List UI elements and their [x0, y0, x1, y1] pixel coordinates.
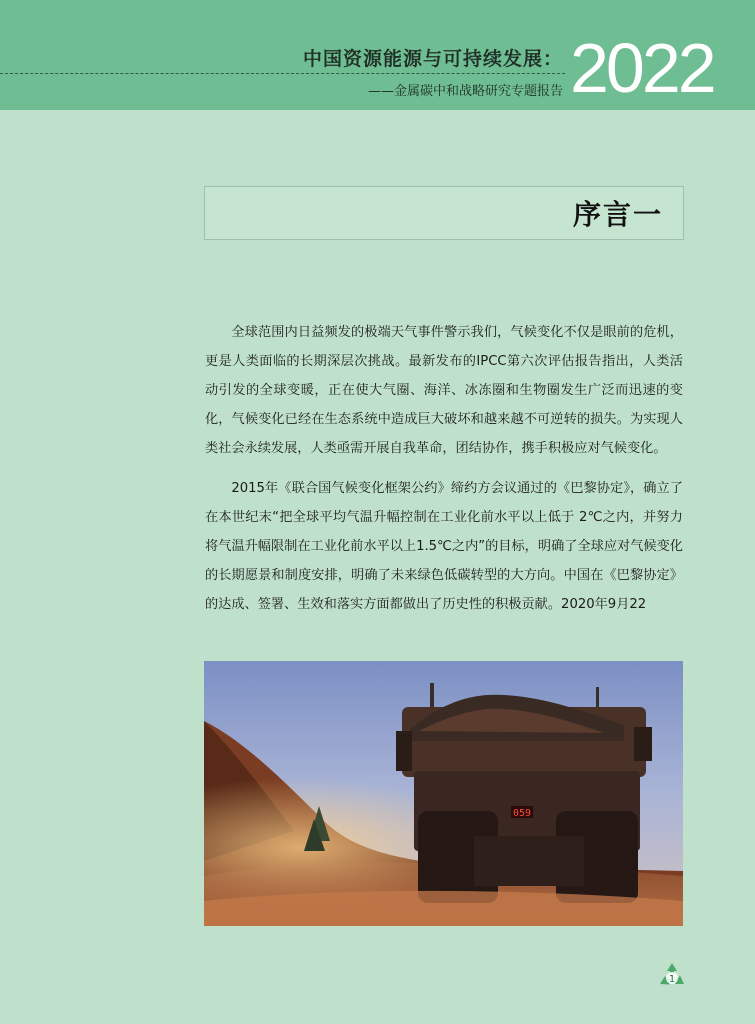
section-heading-box — [204, 186, 684, 240]
report-subtitle: ——金属碳中和战略研究专题报告 — [367, 84, 563, 99]
recycle-icon — [656, 960, 688, 992]
header-divider — [0, 73, 565, 74]
paragraph-2: 2015年《联合国气候变化框架公约》缔约方会议通过的《巴黎协定》，确立了在本世纪末“把全球平均气温升幅控制在工业化前水平以上低于 2℃之内，并努力将气温升幅限制在工业化前水平以上1.5℃之内”的目标，明确了全球应对气候变化的长期愿景和制度安排，明确了未来绿色低碳转型的大方向。中国在《巴黎协定》的达成、签署、生效和落实方面都做出了历史性的积极贡献。2020年9月22 — [205, 481, 683, 612]
body-text — [205, 318, 683, 630]
truck-number-display: 059 — [512, 808, 532, 819]
recycle-badge — [656, 960, 688, 992]
page-number: 1 — [668, 974, 676, 985]
report-title: 中国资源能源与可持续发展： — [302, 48, 563, 70]
mining-truck-photo — [204, 661, 683, 926]
paragraph-1: 全球范围内日益频发的极端天气事件警示我们，气候变化不仅是眼前的危机，更是人类面临的长期深层次挑战。最新发布的IPCC第六次评估报告指出，人类活动引发的全球变暖，正在使大气圈、海洋、冰冻圈和生物圈发生广泛而迅速的变化，气候变化已经在生态系统中造成巨大破坏和越来越不可逆转的损失。为实现人类社会永续发展，人类亟需开展自我革命，团结协作，携手积极应对气候变化。 — [205, 325, 683, 456]
mining-truck-illustration — [204, 661, 683, 926]
header-band — [0, 0, 755, 110]
section-title: 序言一 — [572, 198, 663, 231]
report-year: 2022 — [570, 29, 714, 107]
